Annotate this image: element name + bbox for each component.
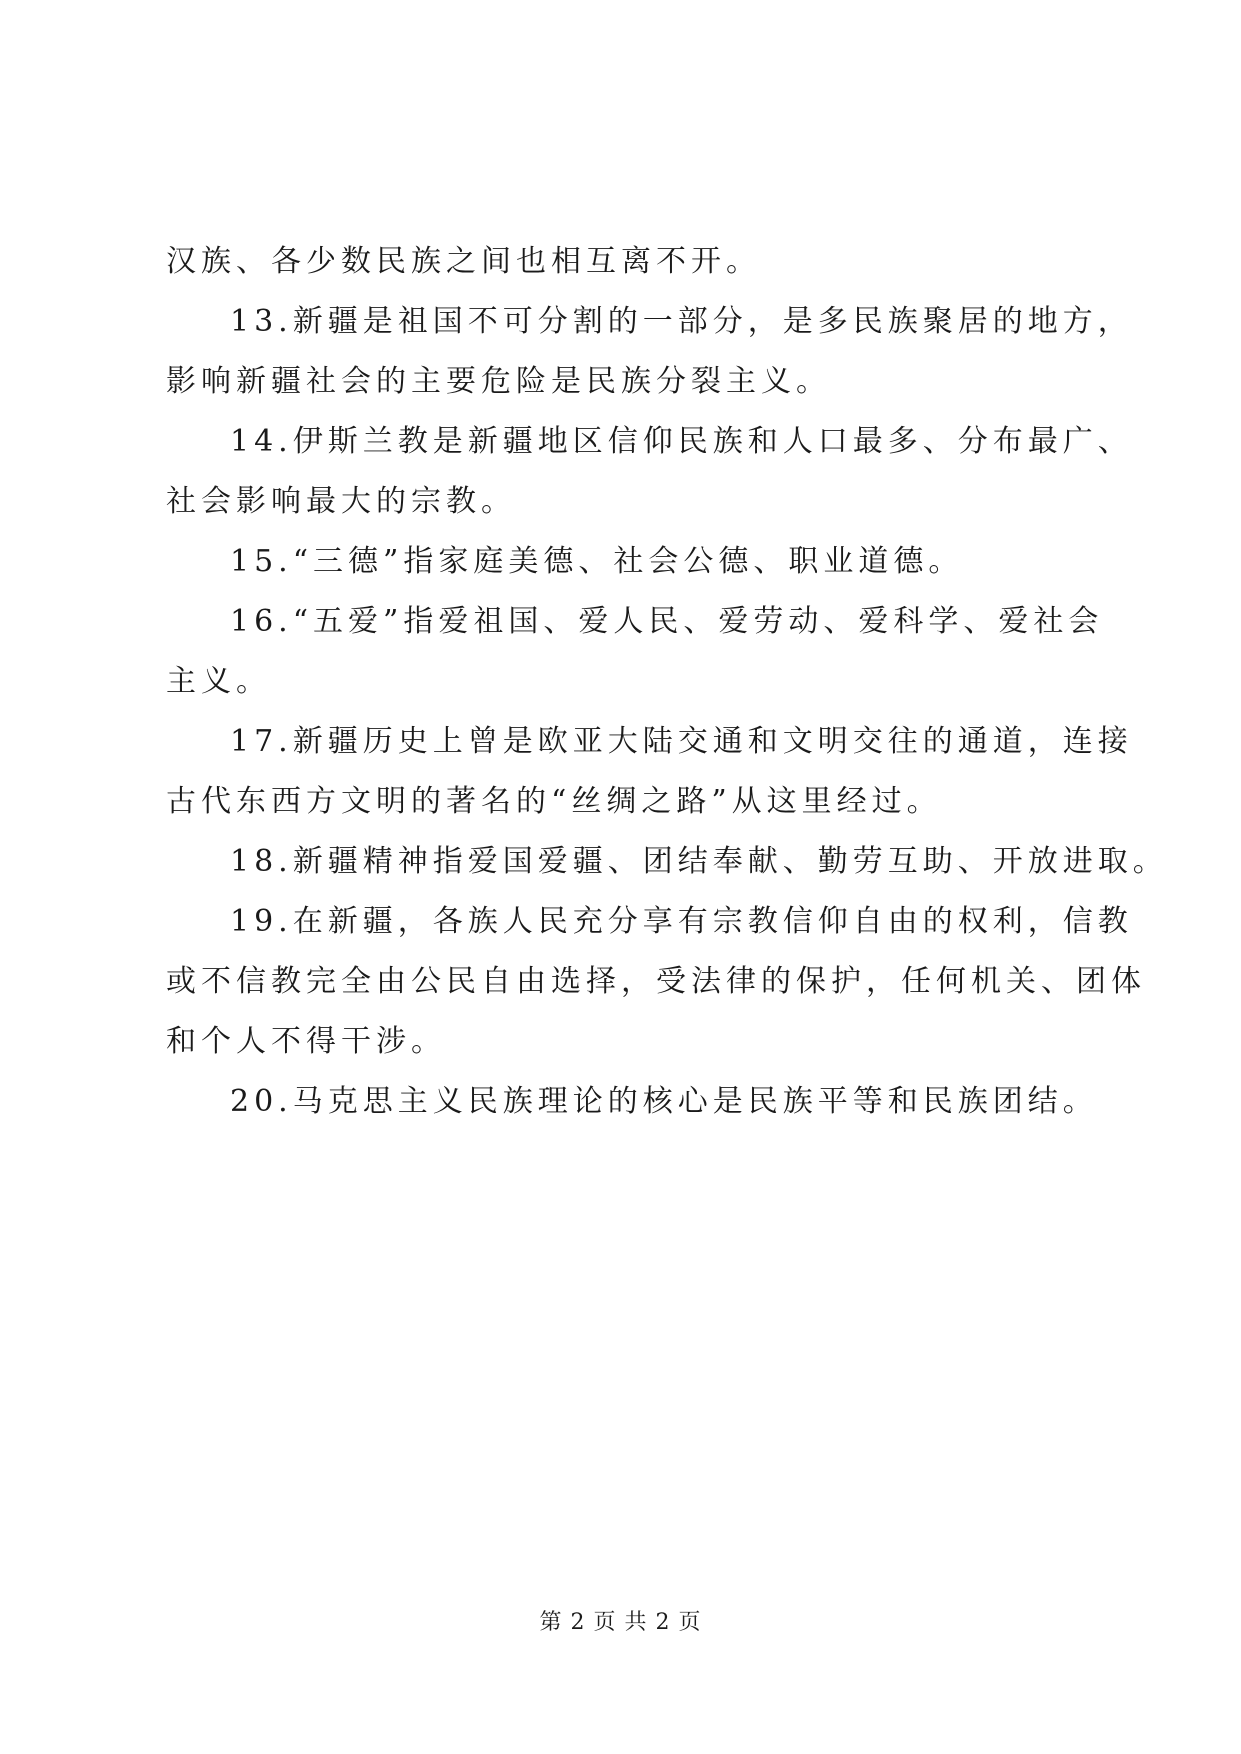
text-line: 社会影响最大的宗教。 <box>166 484 516 519</box>
text-line: 影响新疆社会的主要危险是民族分裂主义。 <box>166 364 831 399</box>
document-body <box>166 232 1168 1132</box>
text-line: 20.马克思主义民族理论的核心是民族平等和民族团结。 <box>230 1084 1098 1119</box>
text-line: 主义。 <box>166 664 271 699</box>
text-line: 汉族、各少数民族之间也相互离不开。 <box>166 244 761 279</box>
text-line: 16.“五爱”指爱祖国、爱人民、爱劳动、爱科学、爱社会 <box>230 604 1104 639</box>
text-line: 18.新疆精神指爱国爱疆、团结奉献、勤劳互助、开放进取。 <box>230 844 1168 879</box>
text-line: 17.新疆历史上曾是欧亚大陆交通和文明交往的通道，连接 <box>230 724 1133 759</box>
text-line: 或不信教完全由公民自由选择，受法律的保护，任何机关、团体 <box>166 964 1146 999</box>
text-line: 15.“三德”指家庭美德、社会公德、职业道德。 <box>230 544 964 579</box>
text-line: 13.新疆是祖国不可分割的一部分，是多民族聚居的地方， <box>230 304 1133 339</box>
text-line: 和个人不得干涉。 <box>166 1024 446 1059</box>
page-number-footer: 第 2 页 共 2 页 <box>539 1610 702 1635</box>
text-line: 14.伊斯兰教是新疆地区信仰民族和人口最多、分布最广、 <box>230 424 1133 459</box>
text-line: 19.在新疆，各族人民充分享有宗教信仰自由的权利，信教 <box>230 904 1133 939</box>
text-line: 古代东西方文明的著名的“丝绸之路”从这里经过。 <box>166 784 942 819</box>
